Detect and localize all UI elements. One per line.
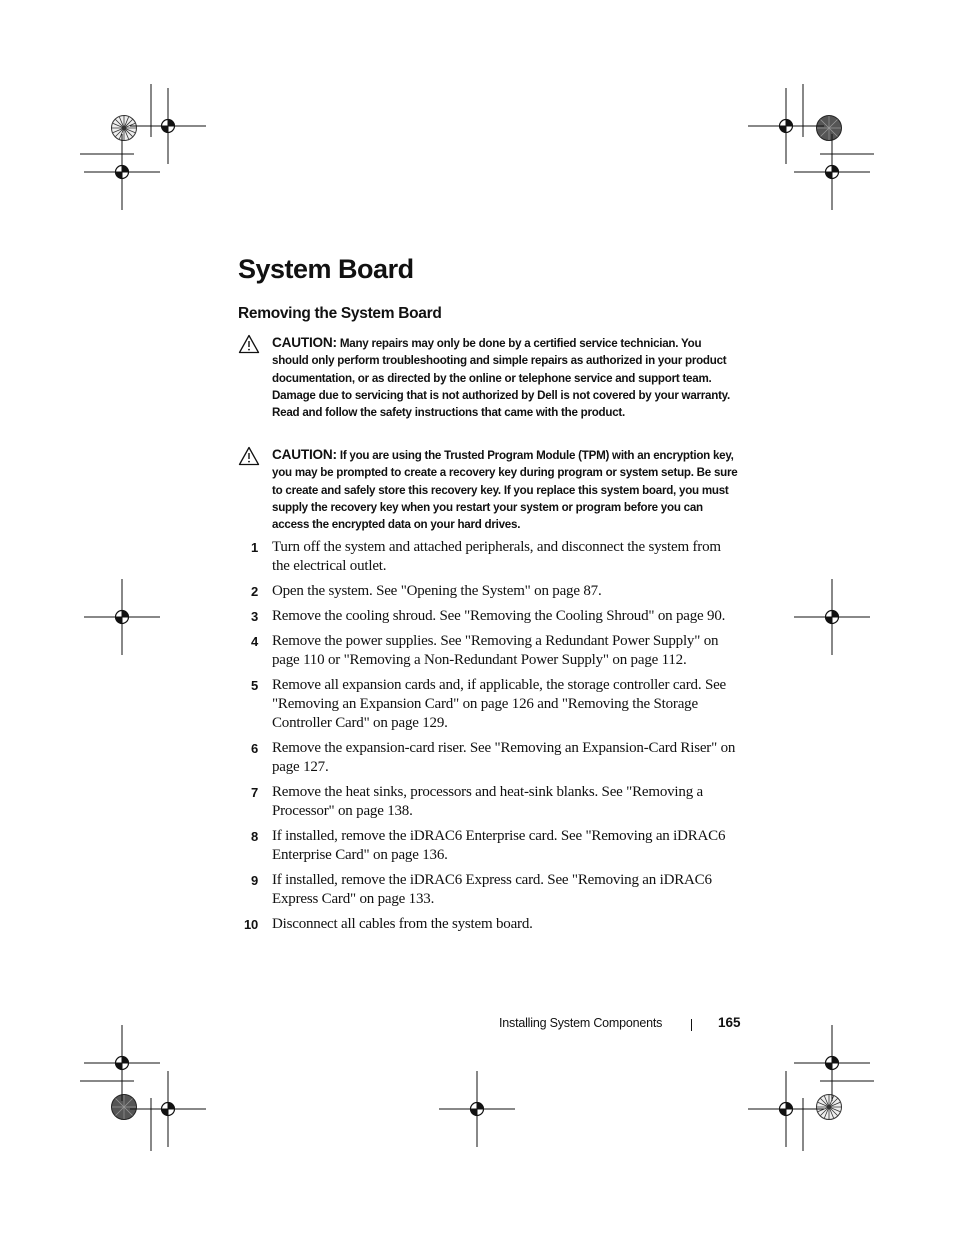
- step-text: Remove the heat sinks, processors and heat-sink blanks. See "Removing a Processor" on page 138.: [272, 784, 703, 819]
- section-heading: Removing the System Board: [238, 305, 442, 322]
- procedure-step: [238, 582, 738, 601]
- step-text: Remove the expansion-card riser. See "Removing an Expansion-Card Riser" on page 127.: [272, 740, 736, 775]
- page-number: 165: [718, 1015, 741, 1030]
- caution-label: CAUTION:: [272, 335, 337, 350]
- step-number: 1: [250, 540, 258, 555]
- procedure-step: [238, 915, 738, 934]
- step-number: 3: [250, 609, 258, 624]
- procedure-step: [238, 607, 738, 626]
- procedure-step: [238, 632, 738, 670]
- procedure-step: [238, 871, 738, 909]
- caution-body: Many repairs may only be done by a certified service technician. You should only perform troubleshooting and simple repairs as authorized in your product documentation, or as directed by the online or telephone service and support team. Damage due to servicing that is not authorized by Dell is not covered by your warranty. Read and follow the safety instructions that came with the product.: [272, 337, 730, 420]
- step-text: Disconnect all cables from the system board.: [272, 916, 533, 932]
- footer-section-title: Installing System Components: [499, 1016, 663, 1030]
- caution-text: [272, 334, 738, 421]
- step-number: 7: [250, 785, 258, 800]
- caution-label: CAUTION:: [272, 447, 337, 462]
- step-text: If installed, remove the iDRAC6 Express card. See "Removing an iDRAC6 Express Card" on page 133.: [272, 872, 712, 907]
- step-number: 10: [243, 917, 258, 932]
- step-number: 8: [250, 829, 258, 844]
- caution-triangle-icon: [238, 334, 260, 354]
- caution-triangle-icon: [238, 446, 260, 466]
- step-text: Remove the cooling shroud. See "Removing the Cooling Shroud" on page 90.: [272, 608, 726, 624]
- procedure-steps: [238, 538, 738, 934]
- procedure-step: [238, 783, 738, 821]
- caution-body: If you are using the Trusted Program Module (TPM) with an encryption key, you may be prompted to create a recovery key during program or system setup. Be sure to create and safely store this recovery key. If you replace this system board, you must supply the recovery key when you restart your system or program before you can access the encrypted data on your hard drives.: [272, 449, 738, 532]
- procedure-step: [238, 538, 738, 576]
- procedure-step: [238, 676, 738, 733]
- step-number: 5: [250, 678, 258, 693]
- step-number: 2: [250, 584, 258, 599]
- page-title: System Board: [238, 254, 414, 284]
- step-number: 6: [250, 741, 258, 756]
- step-text: Open the system. See "Opening the System" on page 87.: [272, 583, 602, 599]
- caution-notice-2: [238, 446, 738, 536]
- caution-text: [272, 446, 738, 533]
- procedure-step: [238, 739, 738, 777]
- step-text: If installed, remove the iDRAC6 Enterprise card. See "Removing an iDRAC6 Enterprise Card" on page 136.: [272, 828, 726, 863]
- step-number: 4: [250, 634, 258, 649]
- procedure-step: [238, 827, 738, 865]
- step-number: 9: [250, 873, 258, 888]
- step-text: Turn off the system and attached peripherals, and disconnect the system from the electrical outlet.: [272, 539, 721, 574]
- caution-notice-1: [238, 334, 738, 440]
- footer-divider: [691, 1019, 692, 1031]
- step-text: Remove the power supplies. See "Removing a Redundant Power Supply" on page 110 or "Removing a Non-Redundant Power Supply" on page 112.: [272, 633, 719, 668]
- step-text: Remove all expansion cards and, if applicable, the storage controller card. See "Removing an Expansion Card" on page 126 and "Removing the Storage Controller Card" on page 129.: [272, 677, 727, 731]
